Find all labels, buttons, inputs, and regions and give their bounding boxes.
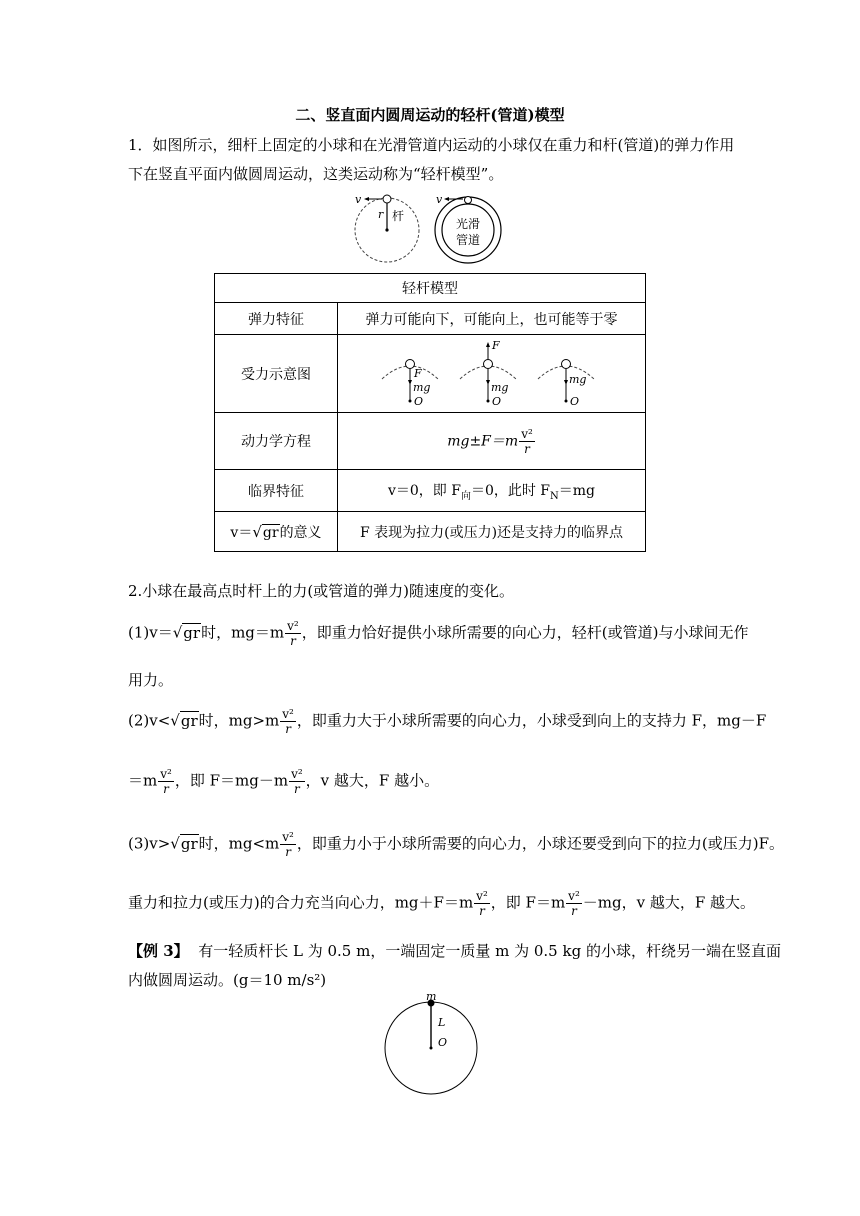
table-row	[215, 335, 646, 413]
row-label-dynamics: 动力学方程	[215, 413, 338, 470]
tube-label-line-1: 光滑	[456, 217, 481, 231]
table-header: 轻杆模型	[215, 274, 646, 303]
row-value-dynamics	[338, 413, 646, 470]
case-3-line-1: (3)v>√gr时，mg<m $\frac{\text{v²}}{r}$ ，即重力小于小球所需要的向心力，小球还要受到向下的拉力(或压力)F。	[128, 830, 784, 859]
paragraph-1-line-1: 1．如图所示，细杆上固定的小球和在光滑管道内运动的小球仅在重力和杆(管道)的弹力作用	[128, 136, 735, 154]
table-row	[215, 303, 646, 335]
row-label-elastic: 弹力特征	[215, 303, 338, 335]
table-header-row	[215, 274, 646, 303]
length-label: L	[438, 1016, 446, 1029]
example-line-2: 内做圆周运动。(g＝10 m/s²)	[128, 971, 327, 989]
example-line-1: 【例 3】 有一轻质杆长 L 为 0.5 m，一端固定一质量 m 为 0.5 kg 的小球，杆绕另一端在竖直面	[128, 942, 781, 960]
force-diagrams-cell	[338, 335, 646, 413]
fraction: $\frac{\text{v²}}{r}$	[521, 426, 533, 456]
label-O: O	[413, 394, 423, 408]
radius-label: r	[378, 208, 384, 221]
paragraph-1-line-2: 下在竖直平面内做圆周运动，这类运动称为“轻杆模型”。	[128, 165, 504, 183]
example-tag: 【例 3】	[128, 942, 189, 960]
case-2-line-2: ＝m $\frac{\text{v²}}{r}$ ，即 F＝mg－m $\frac{\text{v²}}{r}$ ，v 越大，F 越小。	[128, 767, 440, 796]
section-title: 二、竖直面内圆周运动的轻杆(管道)模型	[295, 106, 565, 124]
row-label-force-diagram: 受力示意图	[215, 335, 338, 413]
paragraph-2: 2.小球在最高点时杆上的力(或管道的弹力)随速度的变化。	[128, 582, 515, 600]
mass-label: m	[426, 990, 437, 1003]
label-F-up: F	[491, 338, 500, 352]
row-label-critical: 临界特征	[215, 470, 338, 512]
label-mg-3: mg	[568, 372, 586, 386]
rod-label: 杆	[392, 209, 405, 223]
force-diagrams	[372, 339, 612, 409]
velocity-label: v	[355, 193, 362, 206]
case-1-line-1: (1)v＝√gr时，mg＝m $\frac{\text{v²}}{r}$ ，即重力恰好提供小球所需要的向心力，轻杆(或管道)与小球间无作	[128, 619, 749, 648]
center-label: O	[438, 1036, 448, 1049]
table-row	[215, 413, 646, 470]
label-O-2: O	[491, 394, 501, 408]
label-F: F	[413, 366, 422, 380]
row-label-meaning: v＝√gr的意义	[215, 512, 338, 552]
case-3-line-2: 重力和拉力(或压力)的合力充当向心力，mg＋F＝m $\frac{\text{v²}}{r}$ ，即 F＝m $\frac{\text{v²}}{r}$ －mg，v 越大，F 越大。	[128, 889, 756, 918]
force-diagram-down	[382, 359, 438, 408]
force-diagram-zero	[538, 359, 594, 408]
tube-velocity-label: v	[436, 193, 443, 206]
row-value-elastic: 弹力可能向下，可能向上，也可能等于零	[338, 303, 646, 335]
rod-model-table	[214, 273, 646, 552]
row-value-meaning: F 表现为拉力(或压力)还是支持力的临界点	[338, 512, 646, 552]
tube-label-line-2: 管道	[456, 233, 481, 247]
case-2-line-1: (2)v<√gr时，mg>m $\frac{\text{v²}}{r}$ ，即重力大于小球所需要的向心力，小球受到向上的支持力 F，mg－F	[128, 707, 767, 736]
label-O-3: O	[569, 394, 579, 408]
case-1-line-2: 用力。	[128, 671, 174, 689]
dynamics-equation: mg±F＝m	[447, 433, 519, 449]
label-mg-2: mg	[490, 380, 508, 394]
table-row	[215, 512, 646, 552]
rod-and-tube-figure	[340, 190, 520, 270]
tube-diagram	[435, 193, 501, 263]
row-value-critical: v＝0，即 $F_向=0$，此时 $F_N=mg$	[338, 470, 646, 512]
table-row	[215, 470, 646, 512]
circle-rod-figure	[378, 990, 488, 1098]
force-diagram-up	[460, 339, 516, 408]
rod-diagram	[355, 193, 419, 262]
label-mg: mg	[412, 380, 430, 394]
